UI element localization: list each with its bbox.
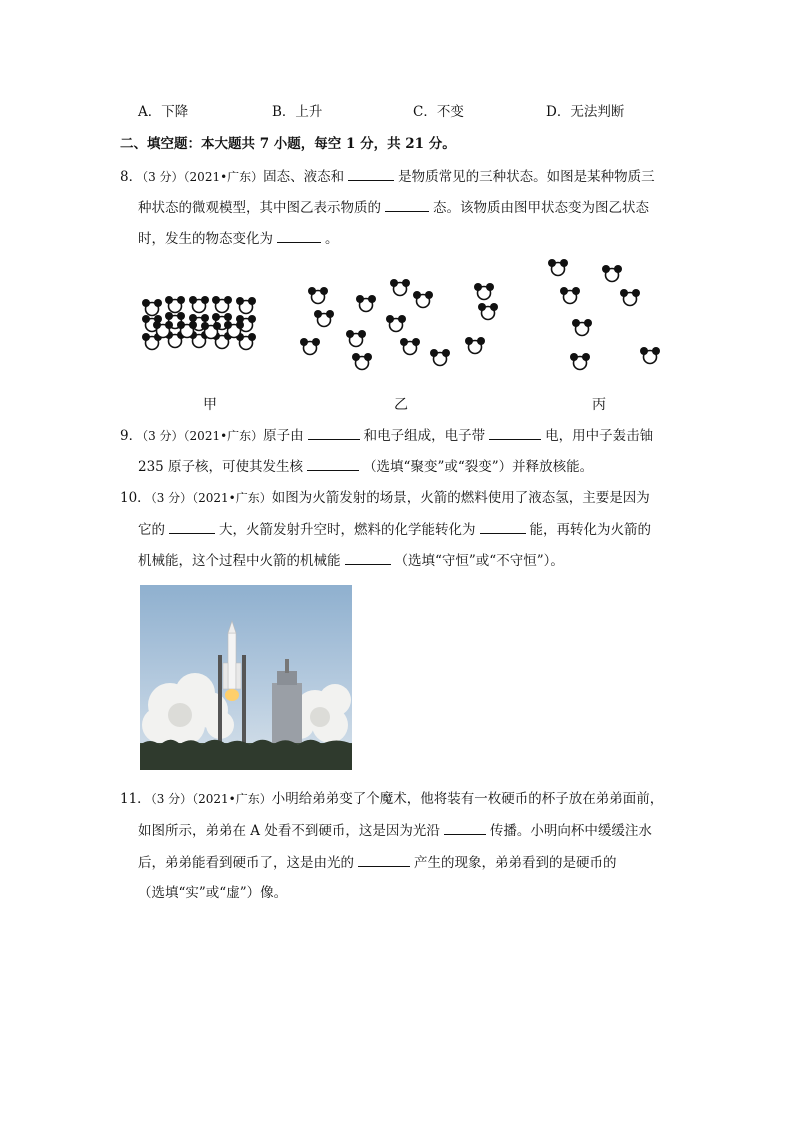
answer-blank[interactable] (444, 820, 486, 835)
question-8-line-3: 时，发生的物态变化为 。 (138, 228, 339, 249)
answer-blank[interactable] (345, 550, 391, 565)
question-11-line-1: 11．（3 分）（2021•广东）小明给弟弟变了个魔术，他将装有一枚硬币的杯子放在弟弟面前， (120, 791, 664, 807)
answer-blank[interactable] (348, 166, 394, 181)
molecule-icon (189, 296, 209, 313)
molecule-icon (548, 259, 568, 276)
question-9-line-1: 9．（3 分）（2021•广东）原子由 和电子组成，电子带 电，用中子轰击铀 (120, 425, 653, 446)
molecule-icon (386, 315, 406, 332)
molecule-icon (142, 299, 162, 316)
molecule-icon (346, 330, 366, 347)
answer-blank[interactable] (169, 519, 215, 534)
section-header: 二、填空题：本大题共 7 小题，每空 1 分，共 21 分。 (120, 136, 456, 152)
question-9-line-2: 235 原子核，可使其发生核 （选填“聚变”或“裂变”）并释放核能。 (138, 456, 593, 477)
liquid-state-model (300, 279, 498, 370)
question-number: 11． (120, 791, 151, 807)
question-number: 9． (120, 428, 143, 444)
answer-blank[interactable] (385, 197, 429, 212)
state-molecule-figure (130, 255, 690, 385)
molecule-icon (390, 279, 410, 296)
question-number: 8． (120, 169, 143, 185)
question-10-line-3: 机械能，这个过程中火箭的机械能 （选填“守恒”或“不守恒”）。 (138, 550, 564, 571)
question-8-line-1: 8．（3 分）（2021•广东）固态、液态和 是物质常见的三种状态。如图是某种物质三 (120, 166, 655, 187)
figure-label-jia: 甲 (203, 397, 217, 413)
question-tag: （3 分）（2021•广东） (150, 491, 272, 505)
molecule-icon (236, 297, 256, 314)
molecule-icon (560, 287, 580, 304)
molecule-icon (465, 337, 485, 354)
molecule-icon (352, 353, 372, 370)
option-d: D．无法判断 (546, 104, 625, 120)
question-tag: （3 分）（2021•广东） (142, 170, 264, 184)
molecule-icon (308, 287, 328, 304)
question-10-line-1: 10．（3 分）（2021•广东）如图为火箭发射的场景，火箭的燃料使用了液态氢，主要是因为 (120, 490, 650, 506)
question-8-line-2: 种状态的微观模型，其中图乙表示物质的 态。该物质由图甲状态变为图乙状态 (138, 197, 649, 218)
figure-label-yi: 乙 (394, 397, 408, 413)
option-c: C．不变 (413, 104, 464, 120)
rocket-launch-photo (140, 585, 352, 770)
molecule-icon (400, 338, 420, 355)
solid-state-model (142, 296, 256, 350)
molecule-icon (478, 303, 498, 320)
question-11-line-3: 后，弟弟能看到硬币了，这是由光的 产生的现象，弟弟看到的是硬币的 (138, 852, 617, 873)
molecule-icon (165, 296, 185, 313)
molecule-icon (212, 296, 232, 313)
molecule-icon (570, 353, 590, 370)
question-number: 10． (120, 490, 151, 506)
option-a: A．下降 (138, 104, 189, 120)
molecule-icon (474, 283, 494, 300)
answer-blank[interactable] (308, 425, 360, 440)
question-tag: （3 分）（2021•广东） (142, 429, 264, 443)
molecule-icon (356, 295, 376, 312)
gas-state-model (548, 259, 660, 370)
molecule-icon (640, 347, 660, 364)
question-10-line-2: 它的 大，火箭发射升空时，燃料的化学能转化为 能，再转化为火箭的 (138, 519, 651, 540)
answer-blank[interactable] (307, 456, 359, 471)
question-11-line-4: （选填“实”或“虚”）像。 (138, 885, 288, 901)
molecule-icon (314, 310, 334, 327)
molecule-icon (602, 265, 622, 282)
question-11-line-2: 如图所示，弟弟在 A 处看不到硬币，这是因为光沿 传播。小明向杯中缓缓注水 (138, 820, 652, 841)
answer-blank[interactable] (489, 425, 541, 440)
answer-blank[interactable] (480, 519, 526, 534)
molecule-icon (413, 291, 433, 308)
answer-blank[interactable] (277, 228, 321, 243)
molecule-icon (572, 319, 592, 336)
molecule-icon (300, 338, 320, 355)
figure-label-bing: 丙 (592, 397, 606, 413)
molecule-icon (430, 349, 450, 366)
question-tag: （3 分）（2021•广东） (150, 792, 272, 806)
molecule-icon (620, 289, 640, 306)
option-b: B．上升 (272, 104, 323, 120)
answer-blank[interactable] (358, 852, 410, 867)
